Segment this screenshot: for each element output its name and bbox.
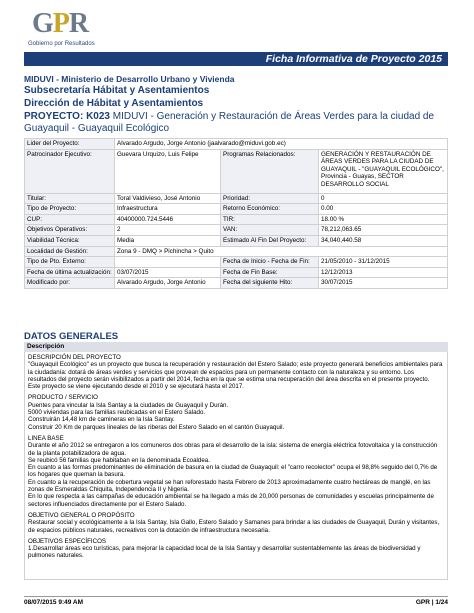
table-row: [25, 267, 448, 278]
block-text: 5000 viviendas para las familias reubicadas en el Estero Salado.: [28, 409, 206, 417]
info-value: Infraestructura: [115, 204, 221, 215]
logo-caption: Gobierno por Resultados: [28, 41, 95, 47]
project-name: MIDUVI - Generación y Restauración de Áreas Verdes para la ciudad de Guayaquil - Guayaquil Ecológico: [24, 111, 435, 134]
info-value: Media: [115, 235, 221, 246]
info-value: 34,040,440.58: [319, 235, 448, 246]
block-text: Construirán 14,48 km de camineras en la Isla Santay.: [28, 416, 175, 424]
footer-page: GPR | 1/24: [415, 599, 448, 606]
table-row: [25, 214, 448, 225]
description-block: [28, 538, 444, 560]
info-value: 30/07/2015: [319, 278, 448, 289]
gpr-logo: [28, 8, 98, 52]
ministry-title: MIDUVI - Ministerio de Desarrollo Urbano y Vivienda: [24, 74, 235, 84]
block-text: En lo que respecta a las campañas de educación ambiental se ha llegado a más de 20,000 personas de comunidades y escuelas principalmente de sectores influenciados directamente por el Estero Salado.: [28, 493, 434, 508]
block-text: En cuanto a las formas predominantes de eliminación de basura en la ciudad de Guayaquil: el "carro recolector" ocupa el 98,8% seguido del 0,7% de los hogares que queman la basura.: [28, 464, 438, 479]
info-label: Estimado Al Fin Del Proyecto:: [221, 235, 319, 246]
table-row: [25, 149, 448, 193]
info-value: 2: [115, 225, 221, 236]
project-code: K023: [86, 111, 110, 122]
table-row: [25, 235, 448, 246]
block-text: Durante el año 2012 se entregaron a los comuneros dos obras para el desarrollo de la isla: sistema de energía eléctrica fotovoltaica y la construcción de la planta potabilizadora de agua.: [28, 442, 438, 457]
table-row: [25, 246, 448, 257]
info-value: 78,212,063.65: [319, 225, 448, 236]
subsecretaria-title: Subsecretaría Hábitat y Asentamientos: [24, 85, 210, 96]
description-block: [28, 512, 444, 534]
info-label: Localidad de Gestión:: [25, 246, 115, 257]
info-label: Prioridad:: [221, 193, 319, 204]
block-title: OBJETIVO GENERAL O PROPÓSITO: [28, 511, 135, 519]
block-text: Construir 20 Km de parques lineales de las riberas del Estero Salado en el cantón Guayaquil.: [28, 423, 285, 431]
table-row: [25, 139, 448, 150]
description-body: [24, 352, 448, 580]
block-text: "Guayaquil Ecológico" es un proyecto que busca la recuperación y restauración del Estero Salado; este proyecto generará beneficios ambientales para la ciudadanía: dotará de áreas verdes y servicios que provean de espacios para un permanente contacto con la naturaleza y su entorno. Los resultados del proyecto serán visibilizados a partir del 2014, fecha en la que se estima una recuperación del área descrita en el presente proyecto.: [28, 361, 443, 383]
info-value: Zona 9 - DMQ > Pichincha > Quito: [115, 246, 448, 257]
info-label: Tipo de Pto. Externo:: [25, 257, 115, 268]
info-label: Lider del Proyecto:: [25, 139, 115, 150]
block-text: 1.Desarrollar áreas eco turísticas, para mejorar la capacidad local de la Isla Santay y desarrollar sustentablemente las áreas de biodiversidad y pulmones naturales.: [28, 545, 421, 560]
footer-divider: [24, 596, 448, 597]
block-text: Este proyecto se viene ejecutando desde el 2010 y se ejecutará hasta el 2017.: [28, 383, 245, 391]
project-title: [24, 111, 448, 135]
info-label: Fecha de Inicio - Fecha de Fin:: [221, 257, 319, 268]
info-value: 0: [319, 193, 448, 204]
banner-title: Ficha Informativa de Proyecto 2015: [265, 53, 442, 65]
info-value: Alvarado Argudo, Jorge Antonio (jaalvarado@miduvi.gob.ec): [115, 139, 448, 150]
table-row: [25, 193, 448, 204]
project-info-table: [24, 138, 448, 289]
description-block: [28, 435, 444, 508]
info-value: 18.00 %: [319, 214, 448, 225]
footer-timestamp: 08/07/2015 9:49 AM: [24, 599, 84, 606]
block-title: OBJETIVOS ESPECÍFICOS: [28, 537, 107, 545]
table-row: [25, 257, 448, 268]
description-block: [28, 394, 444, 430]
block-text: Restaurar social y ecológicamente a la Isla Santay, Isla Gallo, Estero Salado y Samanes para brindar a las ciudades de Guayaquil, Durán y visitantes, de espacios públicos naturales, recreativos con la dotación de infraestructura necesaria.: [28, 519, 440, 534]
info-label: TIR:: [221, 214, 319, 225]
block-title: LINEA BASE: [28, 434, 64, 442]
info-value: 21/05/2010 - 31/12/2015: [319, 257, 448, 268]
info-value: 03/07/2015: [115, 267, 221, 278]
info-label: Fecha de Fin Base:: [221, 267, 319, 278]
block-title: PRODUCTO / SERVICIO: [28, 394, 98, 402]
info-label: Tipo de Proyecto:: [25, 204, 115, 215]
info-label: Fecha del siguiente Hito:: [221, 278, 319, 289]
info-label: Patrocinador Ejecutivo:: [25, 149, 115, 193]
info-value: Toral Valdivieso, José Antonio: [115, 193, 221, 204]
info-label: VAN:: [221, 225, 319, 236]
info-value: [115, 257, 221, 268]
table-row: [25, 204, 448, 215]
project-label: PROYECTO:: [24, 111, 84, 122]
info-label: Modificado por:: [25, 278, 115, 289]
description-block: [28, 354, 444, 390]
info-label: CUP:: [25, 214, 115, 225]
info-label: Fecha de última actualización:: [25, 267, 115, 278]
info-value: Alvarado Argudo, Jorge Antonio: [115, 278, 221, 289]
info-label: Titular:: [25, 193, 115, 204]
info-label: Retorno Económico:: [221, 204, 319, 215]
table-row: [25, 225, 448, 236]
info-value: GENERACIÓN Y RESTAURACIÓN DE ÁREAS VERDES PARA LA CIUDAD DE GUAYAQUIL - "GUAYAQUIL ECOLÓGICO", Provincia - Guayas, SECTOR DESARROLLO SOCIAL: [319, 149, 448, 193]
info-label: Viabilidad Técnica:: [25, 235, 115, 246]
info-label: Objetivos Operativos:: [25, 225, 115, 236]
info-value: 40400000.724.5446: [115, 214, 221, 225]
block-title: DESCRIPCIÓN DEL PROYECTO: [28, 354, 121, 361]
info-value: 0.00: [319, 204, 448, 215]
info-label: Programas Relacionados:: [221, 149, 319, 193]
section-title: DATOS GENERALES: [24, 331, 119, 342]
info-value: 12/12/2013: [319, 267, 448, 278]
block-text: Se reubicó 56 familias que habitaban en la denominada Ecoaldea.: [28, 456, 210, 464]
block-text: En cuanto a la recuperación de cobertura vegetal se han reforestado hasta Febrero de 2013 aproximadamente cuatro hectáreas de manglé, en las zonas de Esmeraldas Chiquita, Independencia II y Nigeria.: [28, 478, 431, 494]
logo-mark: GPR: [32, 8, 89, 39]
info-value: Guevara Urquizo, Luis Felipe: [115, 149, 221, 193]
block-text: Puentes para vincular la Isla Santay a la ciudades de Guayaquil y Durán.: [28, 401, 229, 409]
banner: [24, 52, 448, 66]
description-header: Descripción: [24, 342, 448, 352]
table-row: [25, 278, 448, 289]
direccion-title: Dirección de Hábitat y Asentamientos: [24, 98, 204, 109]
